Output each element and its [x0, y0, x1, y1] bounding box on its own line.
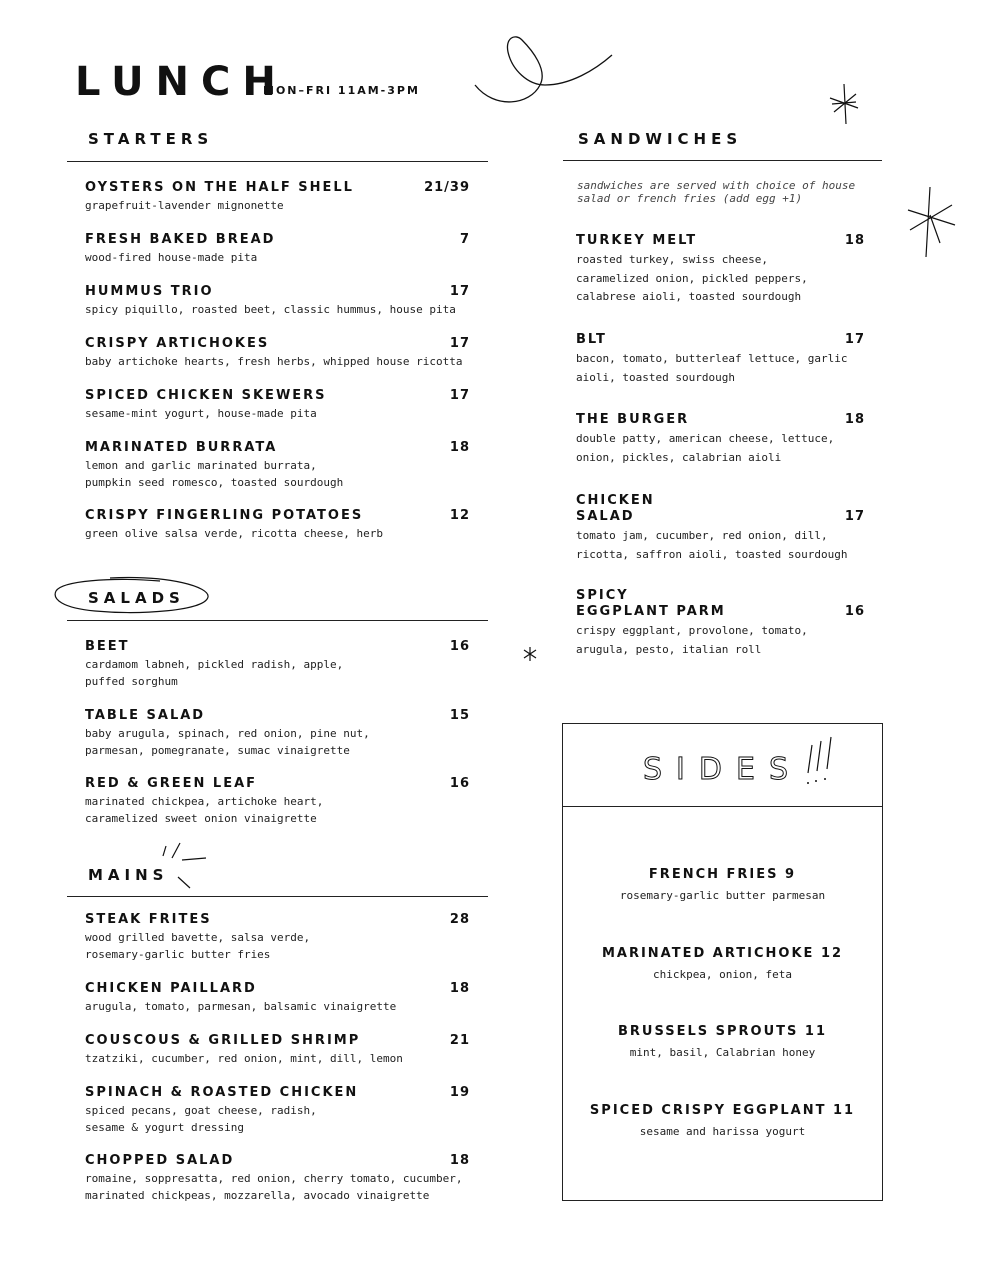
starters-heading: STARTERS — [88, 130, 214, 148]
service-hours: MON–FRI 11AM-3PM — [263, 84, 420, 97]
menu-item — [576, 412, 865, 467]
side-item — [563, 946, 882, 983]
side-item — [563, 1103, 882, 1140]
item-name: HUMMUS TRIO — [85, 284, 214, 299]
menu-item — [85, 639, 470, 690]
side-description: chickpea, onion, feta — [652, 968, 793, 981]
sides-box — [562, 723, 883, 1201]
item-price: 7 — [459, 232, 470, 247]
salads-divider — [67, 620, 488, 621]
item-name: MARINATED BURRATA — [85, 440, 278, 455]
item-description: spicy piquillo, roasted beet, classic hummus, house pita — [85, 303, 456, 316]
item-price: 16 — [449, 639, 470, 654]
sandwiches-note: sandwiches are served with choice of house salad or french fries (add egg +1) — [577, 179, 856, 205]
sides-divider — [563, 806, 882, 807]
item-description: spiced pecans, goat cheese, radish, sesame & yogurt dressing — [85, 1104, 317, 1134]
item-name: TABLE SALAD — [85, 708, 206, 723]
menu-item — [85, 1153, 470, 1204]
item-description: crispy eggplant, provolone, tomato, arugula, pesto, italian roll — [576, 624, 808, 656]
item-description: double patty, american cheese, lettuce, onion, pickles, calabrian aioli — [576, 432, 835, 464]
item-name: CHICKEN PAILLARD — [85, 981, 257, 996]
item-description: tomato jam, cucumber, red onion, dill, ricotta, saffron aioli, toasted sourdough — [576, 529, 848, 561]
item-description: cardamom labneh, pickled radish, apple, puffed sorghum — [85, 658, 344, 688]
menu-item — [576, 332, 865, 387]
item-price: 18 — [449, 981, 470, 996]
item-price: 15 — [449, 708, 470, 723]
item-description: roasted turkey, swiss cheese, caramelized onion, pickled peppers, calabrese aioli, toasted sourdough — [576, 253, 808, 303]
sparkle-star-icon — [900, 185, 960, 260]
menu-item — [576, 493, 865, 564]
item-name: SPICED CHICKEN SKEWERS — [85, 388, 327, 403]
item-description: romaine, soppresatta, red onion, cherry tomato, cucumber, marinated chickpeas, mozzarella, avocado vinaigrette — [85, 1172, 463, 1202]
item-price: 16 — [844, 604, 865, 619]
mains-heading: MAINS — [88, 866, 169, 884]
item-price: 17 — [844, 332, 865, 347]
item-description: wood-fired house-made pita — [85, 251, 258, 264]
side-name: FRENCH FRIES 9 — [648, 867, 797, 882]
side-name: SPICED CRISPY EGGPLANT 11 — [589, 1103, 856, 1118]
menu-item — [85, 1033, 470, 1067]
sandwiches-heading: SANDWICHES — [578, 130, 743, 148]
item-price: 21/39 — [424, 180, 470, 195]
item-description: marinated chickpea, artichoke heart, caramelized sweet onion vinaigrette — [85, 795, 324, 825]
item-name: RED & GREEN LEAF — [85, 776, 258, 791]
page-title: LUNCH — [75, 59, 288, 105]
item-price: 18 — [844, 233, 865, 248]
menu-item — [85, 776, 470, 827]
item-name: STEAK FRITES — [85, 912, 212, 927]
item-name: SPINACH & ROASTED CHICKEN — [85, 1085, 359, 1100]
asterisk-icon — [522, 646, 538, 662]
item-description: arugula, tomato, parmesan, balsamic vinaigrette — [85, 1000, 397, 1013]
menu-item — [85, 508, 470, 542]
item-name: CHOPPED SALAD — [85, 1153, 235, 1168]
side-description: mint, basil, Calabrian honey — [629, 1046, 816, 1059]
starters-divider — [67, 161, 488, 162]
item-name: SPICY EGGPLANT PARM — [576, 588, 726, 619]
side-description: rosemary-garlic butter parmesan — [619, 889, 826, 902]
item-description: bacon, tomato, butterleaf lettuce, garlic aioli, toasted sourdough — [576, 352, 848, 384]
menu-item — [85, 336, 470, 370]
menu-item — [85, 981, 470, 1015]
menu-item — [85, 708, 470, 759]
salads-heading: SALADS — [88, 589, 185, 607]
item-name: BEET — [85, 639, 130, 654]
item-name: BLT — [576, 332, 607, 347]
item-price: 17 — [844, 509, 865, 524]
item-name: OYSTERS ON THE HALF SHELL — [85, 180, 354, 195]
item-description: tzatziki, cucumber, red onion, mint, dill, lemon — [85, 1052, 403, 1065]
item-name: COUSCOUS & GRILLED SHRIMP — [85, 1033, 361, 1048]
item-description: wood grilled bavette, salsa verde, rosemary-garlic butter fries — [85, 931, 311, 961]
item-price: 17 — [449, 284, 470, 299]
menu-item — [85, 284, 470, 318]
menu-item — [576, 233, 865, 307]
item-name: THE BURGER — [576, 412, 690, 427]
item-price: 21 — [449, 1033, 470, 1048]
item-description: green olive salsa verde, ricotta cheese, herb — [85, 527, 384, 540]
item-price: 28 — [449, 912, 470, 927]
item-price: 16 — [449, 776, 470, 791]
menu-item — [85, 388, 470, 422]
item-description: lemon and garlic marinated burrata, pumpkin seed romesco, toasted sourdough — [85, 459, 344, 489]
item-name: FRESH BAKED BREAD — [85, 232, 276, 247]
item-description: sesame-mint yogurt, house-made pita — [85, 407, 317, 420]
item-price: 17 — [449, 388, 470, 403]
menu-item — [85, 232, 470, 266]
item-price: 12 — [449, 508, 470, 523]
item-name: CRISPY FINGERLING POTATOES — [85, 508, 364, 523]
menu-item — [85, 1085, 470, 1136]
sparkle-star-icon — [826, 82, 860, 126]
sides-heading: SIDES — [643, 752, 802, 787]
menu-item — [85, 180, 470, 214]
swirl-doodle-icon — [470, 30, 620, 110]
side-name: BRUSSELS SPROUTS 11 — [617, 1024, 828, 1039]
item-description: baby artichoke hearts, fresh herbs, whipped house ricotta — [85, 355, 463, 368]
item-name: CRISPY ARTICHOKES — [85, 336, 270, 351]
mains-divider — [67, 896, 488, 897]
menu-item — [85, 440, 470, 491]
item-price: 18 — [844, 412, 865, 427]
item-name: TURKEY MELT — [576, 233, 698, 248]
sandwiches-divider — [563, 160, 882, 161]
side-description: sesame and harissa yogurt — [639, 1125, 806, 1138]
item-description: grapefruit-lavender mignonette — [85, 199, 284, 212]
item-price: 18 — [449, 440, 470, 455]
item-description: baby arugula, spinach, red onion, pine nut, parmesan, pomegranate, sumac vinaigrette — [85, 727, 370, 757]
side-name: MARINATED ARTICHOKE 12 — [601, 946, 844, 961]
side-item — [563, 1024, 882, 1061]
item-price: 19 — [449, 1085, 470, 1100]
menu-item — [576, 588, 865, 659]
item-price: 18 — [449, 1153, 470, 1168]
side-item — [563, 867, 882, 904]
menu-item — [85, 912, 470, 963]
item-price: 17 — [449, 336, 470, 351]
item-name: CHICKEN SALAD — [576, 493, 655, 524]
